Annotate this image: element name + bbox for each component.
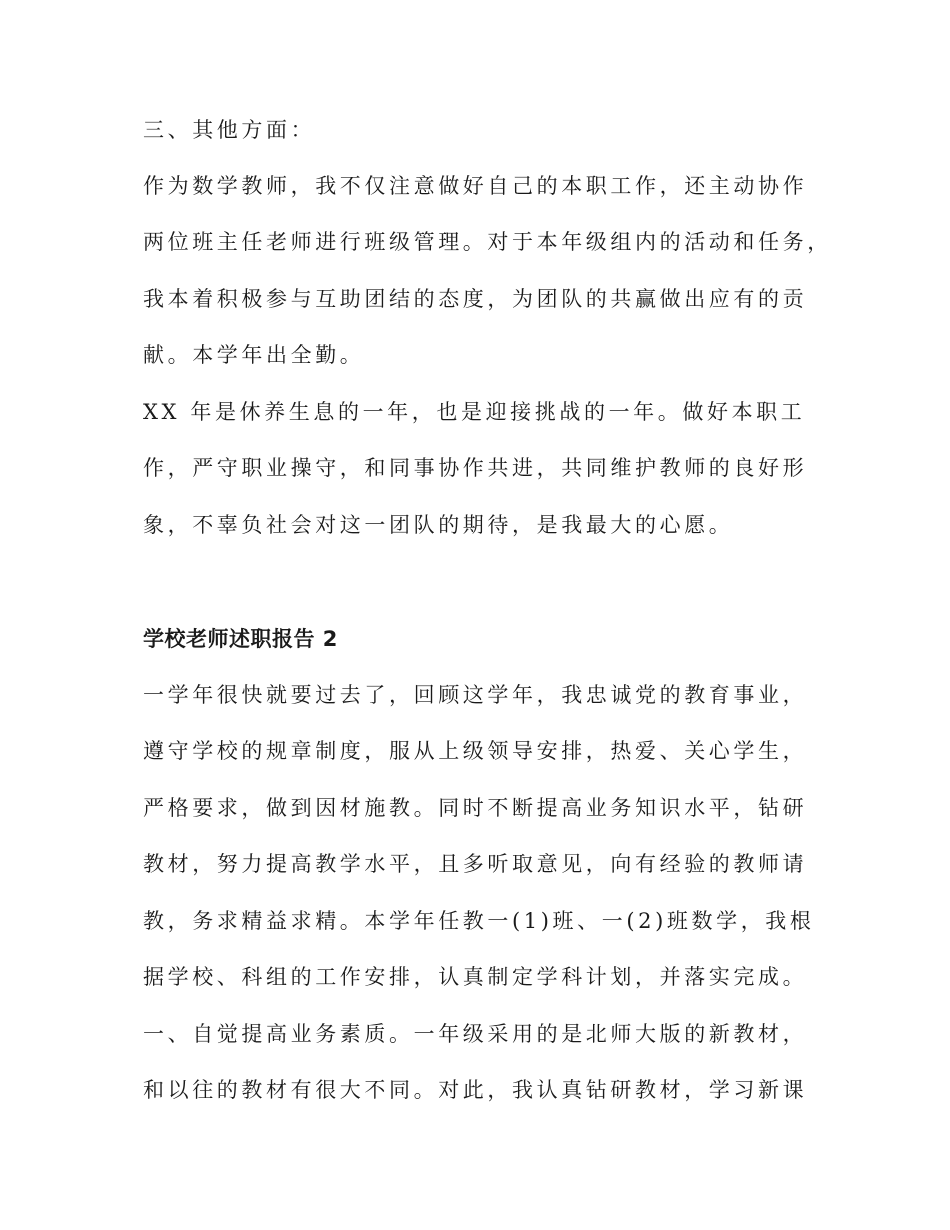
paragraph-line: 两位班主任老师进行班级管理。对于本年级组内的活动和任务， [143, 230, 832, 254]
paragraph-line: 教，务求精益求精。本学年任教一(1)班、一(2)班数学，我根 [143, 909, 815, 933]
paragraph-line: XX 年是休养生息的一年，也是迎接挑战的一年。做好本职工 [143, 400, 806, 424]
paragraph-line: 严格要求，做到因材施教。同时不断提高业务知识水平，钻研 [143, 796, 808, 820]
paragraph-line: 献。本学年出全勤。 [143, 343, 365, 367]
paragraph-line: 象，不辜负社会对这一团队的期待，是我最大的心愿。 [143, 513, 734, 537]
report-heading: 学校老师述职报告 2 [143, 627, 338, 651]
paragraph-line: 遵守学校的规章制度，服从上级领导安排，热爱、关心学生， [143, 739, 808, 763]
paragraph-line: 我本着积极参与互助团结的态度，为团队的共赢做出应有的贡 [143, 287, 808, 311]
section-subheading: 三、其他方面： [143, 118, 316, 142]
paragraph-line: 据学校、科组的工作安排，认真制定学科计划，并落实完成。 [143, 965, 808, 989]
paragraph-line: 一学年很快就要过去了，回顾这学年，我忠诚党的教育事业， [143, 683, 808, 707]
paragraph-line: 一、自觉提高业务素质。一年级采用的是北师大版的新教材， [143, 1022, 808, 1046]
paragraph-line: 教材，努力提高教学水平，且多听取意见，向有经验的教师请 [143, 852, 808, 876]
paragraph-line: 和以往的教材有很大不同。对此，我认真钻研教材，学习新课 [143, 1078, 808, 1102]
paragraph-line: 作，严守职业操守，和同事协作共进，共同维护教师的良好形 [143, 456, 808, 480]
paragraph-line: 作为数学教师，我不仅注意做好自己的本职工作，还主动协作 [143, 174, 808, 198]
